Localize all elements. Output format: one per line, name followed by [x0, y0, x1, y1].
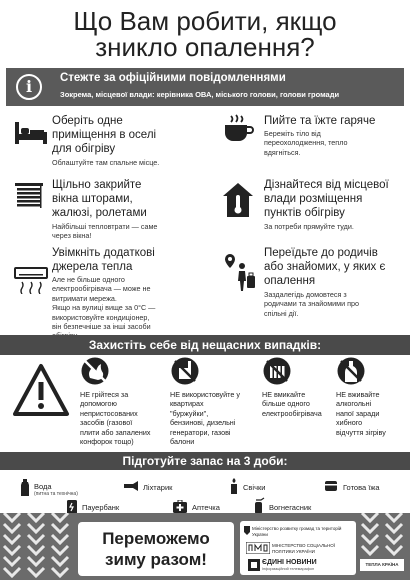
info-icon: i: [16, 74, 42, 100]
tip-text-line: він безпечніше за інші засоби: [52, 322, 151, 332]
window-blinds-icon: [14, 182, 44, 210]
warn-text-line: НЕ використовуйте у: [170, 390, 240, 399]
warn-text-line: плити або запалених: [80, 427, 151, 437]
warn-text-line: квартирах: [170, 399, 204, 409]
bed-icon: [14, 120, 48, 146]
tip-text-line: використовуйте кондиціонер,: [52, 312, 150, 322]
water-bottle-icon: [20, 479, 30, 497]
partner-news-sub: Інформаційний телемарафон: [262, 567, 315, 571]
tip-head-line: опалення: [264, 275, 316, 287]
supply-label: Вода: [34, 482, 52, 491]
supply-first-aid: Аптечка: [192, 503, 220, 512]
tip-text-line: Якщо на вулиці вище за 0°С —: [52, 303, 156, 313]
no-heaters-icon: [262, 356, 292, 386]
tip-head-line: для обігріву: [52, 143, 116, 155]
tip-heating-points: [222, 178, 404, 234]
hot-cup-icon: [222, 114, 254, 144]
tip-head-line: Дізнайтеся від місцевої: [264, 179, 389, 191]
tip-head-line: вікна шторами,: [52, 193, 133, 205]
warn-text-line: НЕ вмикайте: [262, 390, 306, 399]
air-conditioner-icon: [14, 266, 48, 294]
tip-head-line: жалюзі, ролетами: [52, 207, 147, 219]
title-line-1: Що Вам робити, якщо: [73, 6, 337, 36]
warn-text-line: НЕ грійтеся за: [80, 390, 129, 399]
tip-move-relatives: [222, 246, 404, 332]
tip-head-line: Увімкніть додаткові: [52, 247, 155, 259]
tip-text-line: вдягніться.: [264, 147, 301, 157]
first-aid-icon: [173, 500, 187, 513]
tip-text-line: родичами та знайомими про: [264, 299, 360, 309]
warn-text-line: засобів (газової: [80, 418, 133, 428]
fire-extinguisher-icon: [253, 497, 265, 514]
warning-triangle-icon: [12, 362, 70, 420]
info-heading: Стежте за офіційними повідомленнями: [60, 72, 286, 84]
tip-head-line: пунктів обігріву: [264, 207, 345, 219]
partner-ministry-social: МІНІСТЕРСТВО СОЦІАЛЬНОЇ ПОЛІТИКИ УКРАЇНИ: [272, 543, 335, 554]
flashlight-icon: [124, 480, 140, 492]
tip-head-line: Оберіть одне: [52, 115, 123, 127]
warn-text-line: напої заради: [336, 408, 380, 418]
slogan: [78, 528, 234, 570]
warn-text-line: конфорок тощо): [80, 437, 134, 447]
candle-icon: [228, 478, 240, 494]
tip-text-line: Облаштуйте там спальне місце.: [52, 158, 160, 167]
supply-candles: Свічки: [243, 483, 266, 492]
tip-head-line: Щільно закрийте: [52, 179, 142, 191]
slogan-line: зиму разом!: [105, 550, 207, 569]
person-luggage-icon: [222, 252, 256, 292]
supply-water: [34, 482, 78, 497]
tip-text-line: витримати мережа.: [52, 293, 117, 303]
tip-close-windows: [14, 178, 210, 241]
ministry-social-logo-icon: [246, 542, 270, 554]
warn-text-line: "буржуйки",: [170, 408, 209, 418]
tip-text-line: через вікна!: [52, 231, 92, 241]
tip-head-line: влади розміщення: [264, 193, 363, 205]
partner-ministry-communities: Міністерство розвитку громад та територій України: [252, 526, 342, 537]
warn-text-line: балони: [170, 437, 195, 447]
warn-text-line: більше одного: [262, 399, 310, 409]
warn-text-line: бензинові, дизельні: [170, 418, 236, 428]
warn-text-line: відчуття зігріву: [336, 427, 386, 437]
knit-pattern-left: [0, 513, 78, 580]
tip-text-line: спільні дії.: [264, 308, 299, 318]
official-info-bar: [6, 68, 404, 106]
tip-text-line: переохолодження, тепло: [264, 138, 348, 148]
tip-one-room: [14, 114, 210, 167]
supply-sublabel: (питна та технічна): [34, 491, 78, 497]
supplies-heading: Підготуйте запас на 3 доби:: [0, 452, 410, 470]
tip-extra-heat: [14, 246, 210, 332]
coat-of-arms-icon: [244, 526, 250, 535]
warn-text-line: алкогольні: [336, 399, 372, 409]
supply-extinguisher: Вогнегасник: [269, 503, 312, 512]
warn-text-line: НЕ вживайте: [336, 390, 380, 399]
no-stove-heater-icon: [170, 356, 200, 386]
supply-powerbank: Пауербанк: [82, 503, 120, 512]
tip-head-line: Пийте та їжте гаряче: [264, 115, 376, 127]
tip-text-line: Заздалегідь домовтеся з: [264, 290, 347, 299]
house-thermometer-icon: [222, 182, 254, 218]
warn-text-line: генератори, газові: [170, 427, 231, 437]
tip-head-line: або знайомих, у яких є: [264, 261, 386, 273]
canned-food-icon: [324, 479, 338, 493]
slogan-box: [78, 522, 234, 576]
page-title: [0, 8, 410, 60]
power-bank-icon: [66, 500, 78, 514]
title-line-2: зникло опалення?: [95, 32, 315, 62]
tip-text-line: Бережіть тіло від: [264, 129, 321, 138]
tip-text-line: Але не більше одного: [52, 275, 125, 284]
brand-label: ТЕПЛА КРАЇНА: [360, 559, 404, 571]
no-stove-icon: [80, 356, 110, 386]
tip-head-line: Переїдьте до родичів: [264, 247, 378, 259]
knit-pattern-right: [358, 513, 410, 559]
tip-text-line: електрообігрівача — може не: [52, 284, 151, 294]
slogan-line: Переможемо: [102, 529, 210, 548]
footer: [0, 513, 410, 580]
tip-head-line: джерела тепла: [52, 261, 133, 273]
warn-text-line: допомогою: [80, 399, 117, 409]
no-alcohol-icon: [336, 356, 366, 386]
warn-text-line: хибного: [336, 418, 363, 428]
tip-head-line: приміщення в оселі: [52, 129, 157, 141]
supply-flashlight: Ліхтарик: [143, 483, 173, 492]
protect-heading: Захистіть себе від нещасних випадків:: [0, 335, 410, 355]
tip-text-line: Найбільші тепловтрати — саме: [52, 222, 158, 231]
partner-logos: [240, 521, 356, 575]
news-logo-icon: [248, 559, 260, 571]
tip-text-line: За потреби прямуйте туди.: [264, 222, 354, 231]
supply-food: Готова їжа: [343, 483, 380, 492]
protect-row: [0, 356, 410, 448]
tip-hot-food: [222, 114, 402, 162]
info-subheading: Зокрема, місцевої влади: керівника ОВА, міського голови, голови громади: [60, 90, 340, 99]
warn-text-line: непристосованих: [80, 408, 138, 418]
warn-text-line: електрообігрівача: [262, 408, 322, 418]
partner-news: ЄДИНІ НОВИНИ: [262, 559, 317, 566]
